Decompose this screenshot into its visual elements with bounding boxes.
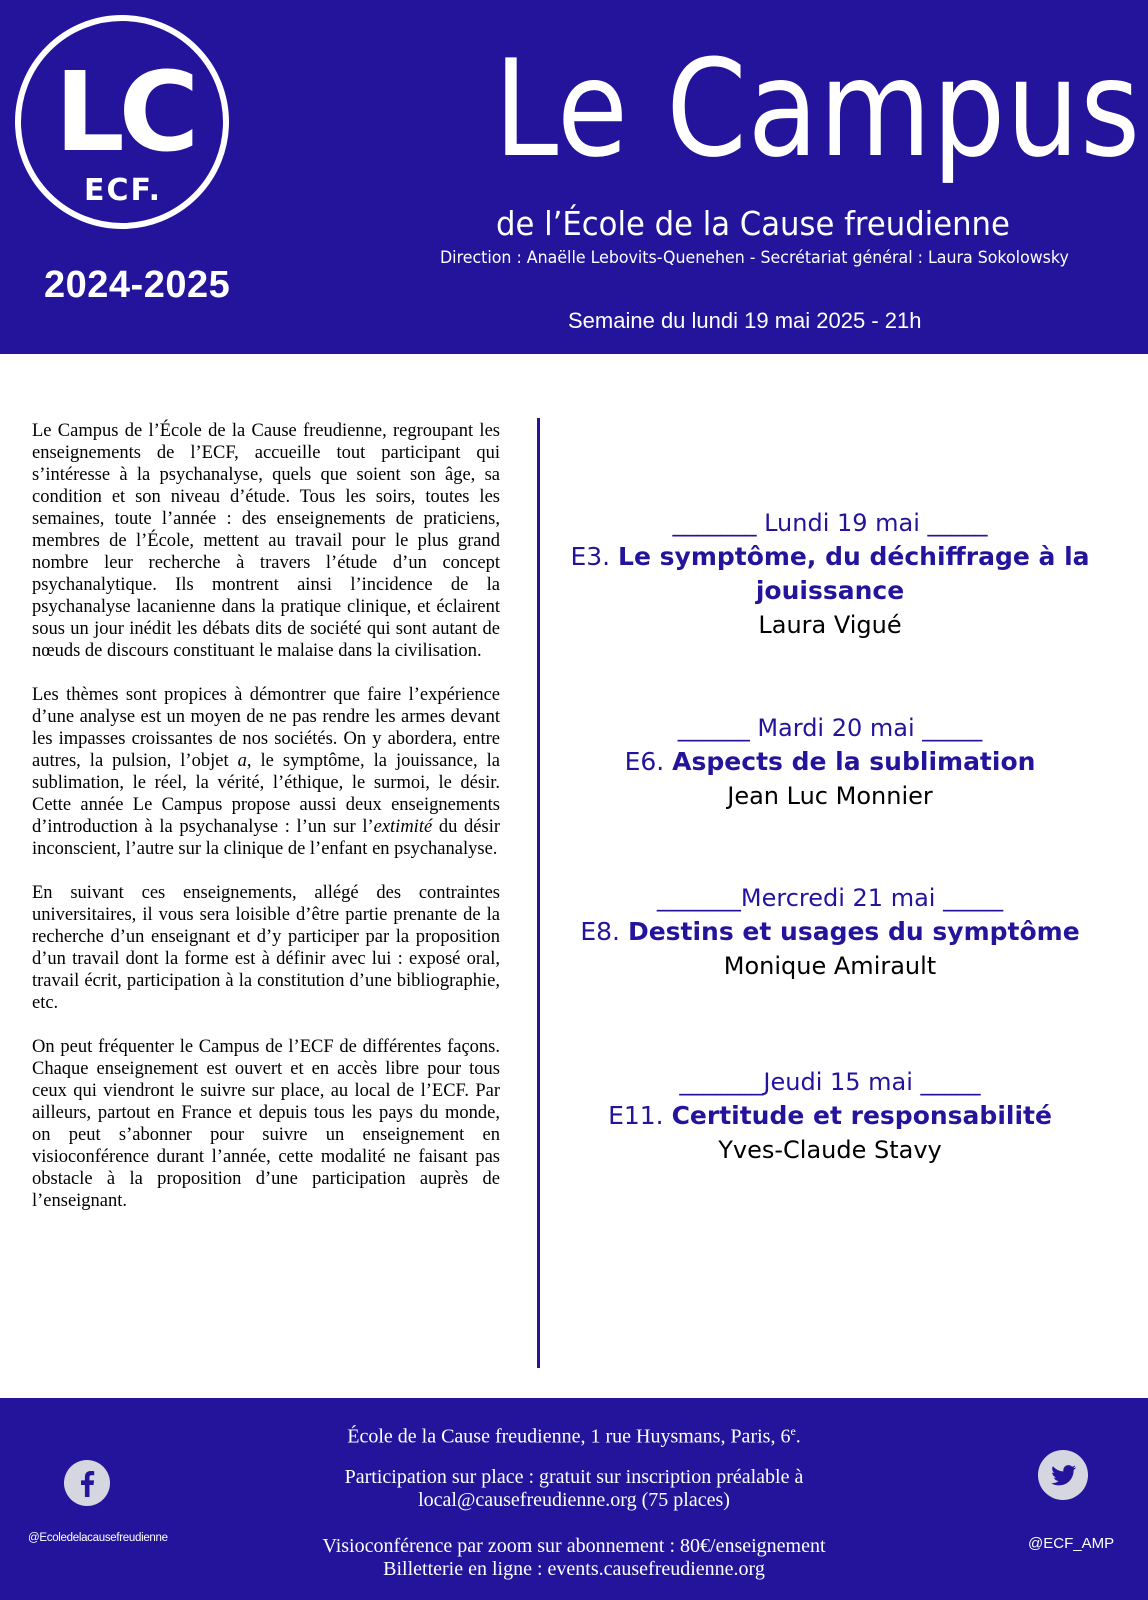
footer-visio-line-1: Visioconférence par zoom sur abonnement : 80€/enseignement [322, 1535, 826, 1557]
session-teacher: Monique Amirault [723, 952, 937, 980]
session-teacher: Laura Vigué [758, 611, 902, 639]
extimite: extimité [373, 817, 433, 837]
session-teacher: Yves-Claude Stavy [718, 1136, 942, 1164]
direction-line: Direction : Anaëlle Lebovits-Quenehen - Secrétariat général : Laura Sokolowsky [440, 248, 1069, 268]
session-monday [560, 506, 1100, 642]
facebook-icon[interactable] [64, 1460, 110, 1506]
footer-onsite-line-1: Participation sur place : gratuit sur inscription préalable à [344, 1466, 804, 1488]
academic-year: 2024-2025 [44, 264, 231, 306]
session-title: E11. Certitude et responsabilité [608, 1101, 1052, 1130]
facebook-handle[interactable]: @Ecoledelacausefreudienne [28, 1532, 168, 1544]
intro-paragraph-3: En suivant ces enseignements, allégé des contraintes universitaires, il vous sera loisible d’être partie prenante de la recherche d’un enseignant et d’y participer par la proposition d’un travail dont la forme est à définir avec lui : exposé oral, travail écrit, participation à la constitution d’une bibliographie, etc. [32, 883, 500, 1013]
session-title: E6. Aspects de la sublimation [624, 747, 1036, 776]
session-wednesday [560, 881, 1100, 983]
footer-onsite-line-2[interactable]: local@causefreudienne.org (75 places) [418, 1489, 730, 1511]
twitter-icon[interactable] [1038, 1450, 1088, 1500]
twitter-handle[interactable]: @ECF_AMP [1028, 1535, 1115, 1552]
session-day: ______ Mardi 20 mai _____ [677, 714, 983, 742]
objet-a: a [237, 751, 247, 771]
session-title: E3. Le symptôme, du déchiffrage à la jouissance [570, 542, 1090, 605]
week-line: Semaine du lundi 19 mai 2025 - 21h [568, 308, 922, 333]
intro-paragraph-2: Les thèmes sont propices à démontrer que faire l’expérience d’une analyse est un moyen de ne pas rendre les armes devant les impasses croissantes de nos sociétés. On y abordera, entre autres, la pulsion, l’objet a, le symptôme, la jouissance, la sublimation, le réel, la vérité, l’éthique, le surmoi, le désir. Cette année Le Campus propose aussi deux enseignements d’introduction à la psychanalyse : l’un sur l’extimité du désir inconscient, l’autre sur la clinique de l’enfant en psychanalyse. [32, 685, 500, 859]
footer-address: École de la Cause freudienne, 1 rue Huysmans, Paris, 6e. [347, 1424, 801, 1448]
session-day: _______Jeudi 15 mai _____ [679, 1068, 981, 1096]
session-day: _______Mercredi 21 mai _____ [656, 884, 1004, 912]
ecf-logo [12, 12, 232, 232]
intro-paragraph-4: On peut fréquenter le Campus de l’ECF de différentes façons. Chaque enseignement est ouvert et en accès libre pour tous ceux qui viendront le suivre sur place, au local de l’ECF. Par ailleurs, partout en France et depuis tous les pays du monde, on peut s’abonner pour suivre un enseignement en visioconférence durant l’année, cette modalité ne faisant pas obstacle à la proposition d’une participation auprès de l’enseignant. [32, 1037, 500, 1211]
footer-visio-line-2[interactable]: Billetterie en ligne : events.causefreudienne.org [383, 1558, 765, 1580]
session-teacher: Jean Luc Monnier [727, 782, 933, 810]
session-thursday [560, 1065, 1100, 1167]
intro-text [32, 420, 500, 1212]
session-day: _______ Lundi 19 mai _____ [672, 509, 988, 537]
logo-sub: ECF. [84, 173, 162, 208]
intro-paragraph-1: Le Campus de l’École de la Cause freudienne, regroupant les enseignements de l’ECF, accueille tout participant qui s’intéresse à la psychanalyse, quels que soient son âge, sa condition et son niveau d’étude. Tous les soirs, toutes les semaines, toute l’année : des enseignements de praticiens, membres de l’École, mettent au travail pour le plus grand nombre leur recherche à travers l’étude d’un concept psychanalytique. Ils montrent ainsi l’incidence de la psychanalyse lacanienne dans la pratique clinique, et éclairent sous un jour inédit les débats dits de société qui sont autant de nœuds de discours constituant le malaise dans la civilisation. [32, 421, 500, 661]
logo-letters: LC [54, 48, 194, 176]
page-subtitle: de l’École de la Cause freudienne [496, 204, 1010, 243]
session-title: E8. Destins et usages du symptôme [580, 917, 1080, 946]
page-title: Le Campus [494, 31, 1142, 187]
session-tuesday [560, 711, 1100, 813]
column-divider [537, 418, 540, 1368]
